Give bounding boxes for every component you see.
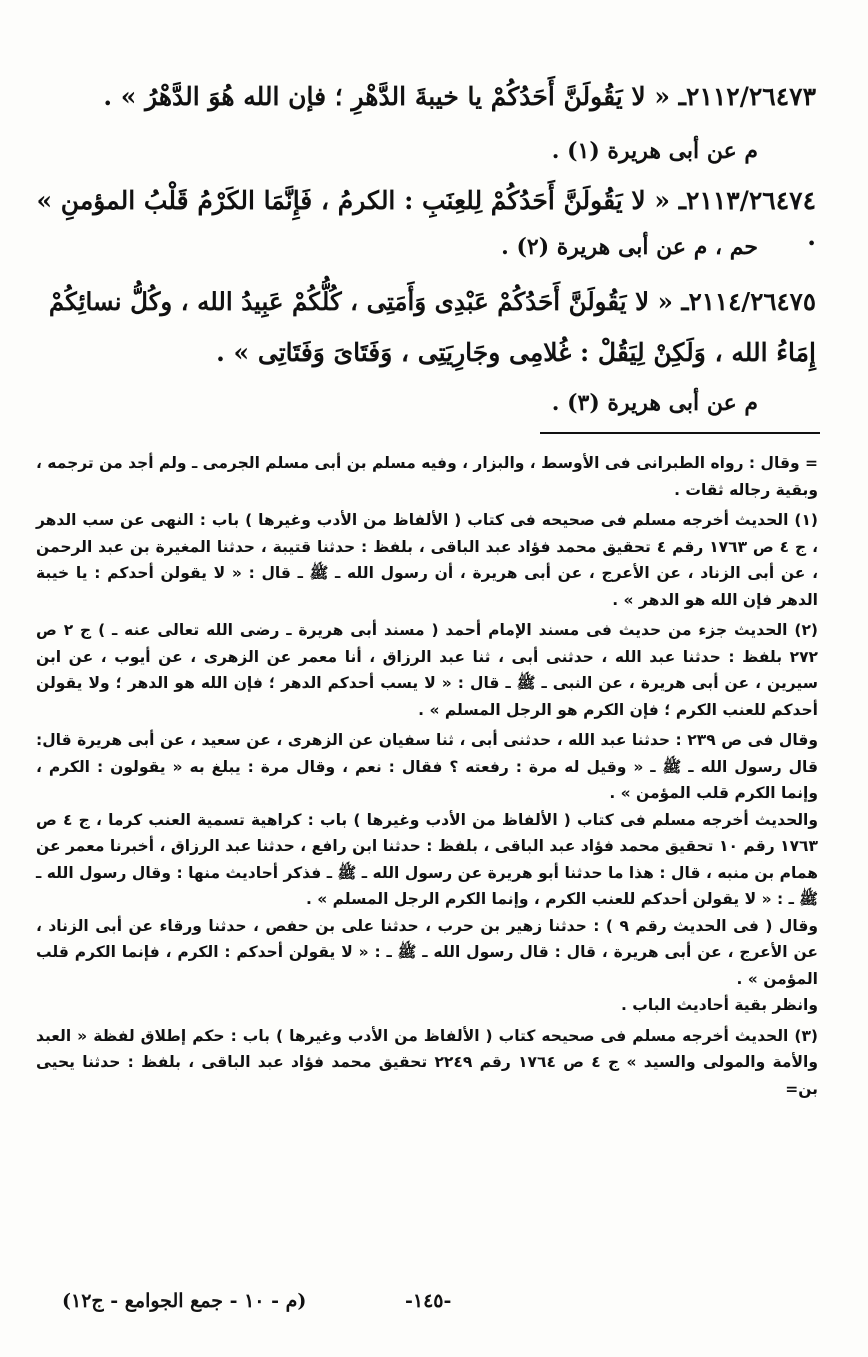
footnote-3: (٣) الحديث أخرجه مسلم فى صحيحه كتاب ( الألفاظ من الأدب وغيرها ) باب : حكم إطلاق لفظة « العبد والأمة والمولى والسيد » ج ٤ ص ١٧٦٤ رقم ٢٢٤٩ تحقيق محمد فؤاد عبد الباقى ، بلفظ : حدثنا يحيى بن= — [36, 1026, 818, 1098]
hadith-source: حم ، م عن أبى هريرة (٢) . — [501, 234, 758, 260]
volume-signature: (م - ١٠ - جمع الجوامع - ج١٢) — [62, 1290, 307, 1312]
footnote-2: (٢) الحديث جزء من حديث فى مسند الإمام أحمد ( مسند أبى هريرة ـ رضى الله تعالى عنه ـ ) ج ٢ ص ٢٧٢ بلفظ : حدثنا عبد الله ، حدثنى أبى ، ثنا عبد الرزاق ، أنا معمر عن الزهرى ، عن أيوب ، عن ابن سيرين ، عن أبى هريرة ، عن النبى ـ ﷺ ـ قال : « لا يسب أحدكم الدهر ؛ فإن الله هو الدهر ؛ ولا يقولن أحدكم للعنب الكرم ؛ فإن الكرم هو الرجل المسلم » . — [36, 621, 819, 719]
footnote-2-continued: وقال فى ص ٢٣٩ : حدثنا عبد الله ، حدثنى أبى ، ثنا سفيان عن الزهرى ، عن سعيد ، عن أبى هريرة قال: قال رسول الله ـ ﷺ ـ « وقيل له مرة : رفعته ؟ فقال : نعم ، وقال مرة : يبلغ به « يقولون : الكرم ، وإنما الكرم قلب المؤمن » . — [36, 731, 818, 802]
hadith-text-line: ٢١١٣/٢٦٤٧٤ـ « لا يَقُولَنَّ أَحَدُكُمْ لِلعِنَبِ : الكرمُ ، فَإِنَّمَا الكَرْمُ قَلْبُ المؤمنِ » . — [36, 186, 816, 251]
hadith-text-line: إِمَاءُ الله ، وَلَكِنْ لِيَقُلْ : غُلامِى وجَارِيَتِى ، وَفَتَاىَ وَفَتَاتِى » . — [216, 338, 816, 367]
footnote-2-continued: وانظر بقية أحاديث الباب . — [620, 996, 818, 1014]
footnote-2-continued: وقال ( فى الحديث رقم ٩ ) : حدثنا زهير بن حرب ، حدثنا على بن حفص ، حدثنا ورقاء عن أبى الزناد ، عن الأعرج ، عن أبى هريرة ، قال : قال رسول الله ـ ﷺ ـ : « لا يقولن أحدكم : الكرم ، فإنما الكرم قلب المؤمن » . — [36, 916, 818, 988]
footnotes — [36, 450, 818, 1102]
footnote-continuation: = وقال : رواه الطبرانى فى الأوسط ، والبزار ، وفيه مسلم بن أبى مسلم الجرمى ـ ولم أجد من ترجمه ، وبقية رجاله ثقات . — [36, 454, 818, 499]
footnote-separator — [540, 432, 820, 434]
footnote-1: (١) الحديث أخرجه مسلم فى صحيحه فى كتاب ( الألفاظ من الأدب وغيرها ) باب : النهى عن سب الدهر ، ج ٤ ص ١٧٦٣ رقم ٤ تحقيق محمد فؤاد عبد الباقى ، بلفظ : حدثنا قتيبة ، حدثنا المغيرة بن عبد الرحمن ، عن أبى الزناد ، عن الأعرج ، عن أبى هريرة ، أن رسول الله ـ ﷺ ـ قال : « لا يقولن أحدكم : يا خيبة الدهر فإن الله هو الدهر » . — [36, 511, 818, 609]
footnote-2-continued: والحديث أخرجه مسلم فى كتاب ( الألفاظ من الأدب وغيرها ) باب : كراهية تسمية العنب كرما ، ج ٤ ص ١٧٦٣ رقم ١٠ تحقيق محمد فؤاد عبد الباقى ، بلفظ : حدثنا ابن رافع ، حدثنا عبد الرزاق ، أخبرنا معمر عن همام بن منبه ، قال : هذا ما حدثنا أبو هريرة عن رسول الله ـ ﷺ ـ فذكر أحاديث منها : وقال رسول الله ـ ﷺ ـ : « لا يقولن أحدكم للعنب الكرم ، وإنما الكرم الرجل المسلم » . — [36, 810, 819, 908]
hadith-text-line: ٢١١٤/٢٦٤٧٥ـ « لا يَقُولَنَّ أَحَدُكُمْ عَبْدِى وَأَمَتِى ، كُلُّكُمْ عَبِيدُ الله ، وكُلُّ نسائِكُمْ — [48, 287, 816, 316]
hadith-source: م عن أبى هريرة (٣) . — [551, 390, 758, 416]
hadith-text-line: ٢١١٢/٢٦٤٧٣ـ « لا يَقُولَنَّ أَحَدُكُمْ يا خيبةَ الدَّهْرِ ؛ فإن الله هُوَ الدَّهْرُ » . — [103, 82, 816, 111]
page-number: -١٤٥- — [405, 1290, 452, 1312]
hadith-source: م عن أبى هريرة (١) . — [551, 138, 758, 164]
